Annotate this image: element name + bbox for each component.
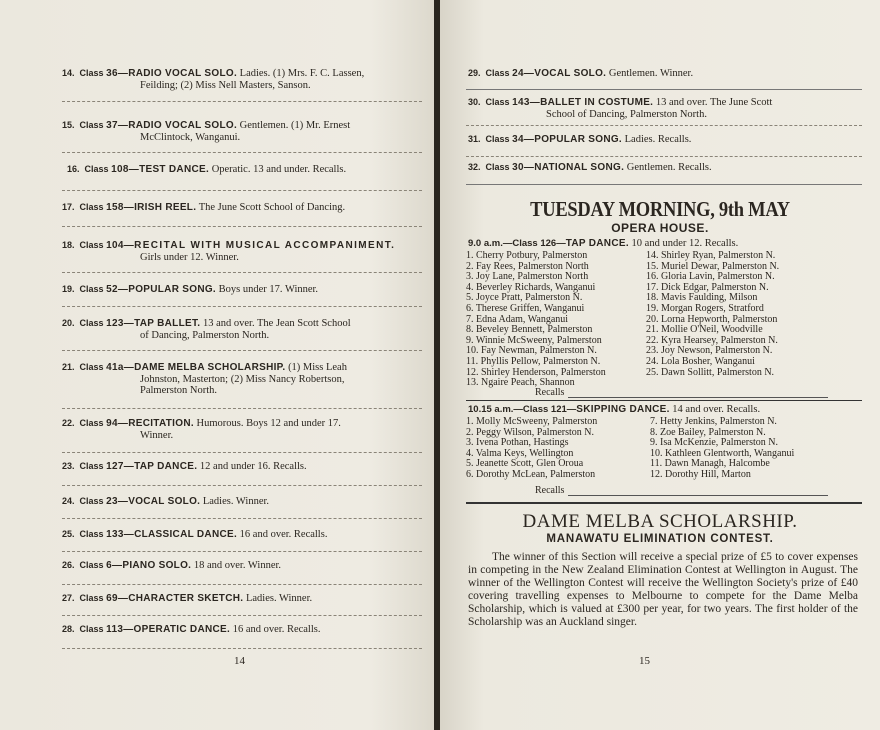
item-desc: 13 and over. The Jean Scott School bbox=[202, 318, 351, 329]
class-code: 104 bbox=[106, 240, 124, 251]
class-label: Class 126 bbox=[512, 238, 557, 249]
entry: 24. Lola Bosher, Wanganui bbox=[646, 355, 755, 367]
item-number: 15. bbox=[62, 120, 75, 130]
item-number: 16. bbox=[67, 164, 80, 174]
tap-dance-entries bbox=[466, 251, 866, 389]
item-title: POPULAR SONG. bbox=[534, 134, 623, 145]
item-number: 28. bbox=[62, 624, 75, 634]
entry: 17. Dick Edgar, Palmerston N. bbox=[646, 281, 769, 293]
class-code: 113 bbox=[106, 624, 124, 635]
program-item: 31. Class 34—POPULAR SONG. Ladies. Recalls. bbox=[468, 134, 692, 145]
item-desc-cont: Palmerston North. bbox=[140, 385, 217, 396]
class-code: 30 bbox=[512, 162, 524, 173]
divider bbox=[466, 400, 862, 401]
program-item: 28. Class 113—OPERATIC DANCE. 16 and over. Recalls. bbox=[62, 624, 321, 635]
class-code: 143 bbox=[512, 97, 530, 108]
class-label: Class bbox=[79, 284, 104, 294]
program-item: 20. Class 123—TAP BALLET. 13 and over. The Jean Scott School of Dancing, Palmerston North. bbox=[62, 318, 422, 341]
entry: 20. Lorna Hepworth, Palmerston bbox=[646, 313, 778, 325]
entry: 25. Dawn Sollitt, Palmerston N. bbox=[646, 366, 775, 378]
session-time: 9.0 a.m. bbox=[468, 238, 503, 249]
item-title: VOCAL SOLO. bbox=[128, 496, 201, 507]
item-number: 22. bbox=[62, 418, 75, 428]
divider bbox=[62, 408, 422, 409]
entry: 1. Molly McSweeny, Palmerston bbox=[466, 416, 598, 427]
class-label: Class bbox=[485, 162, 510, 172]
item-title: RADIO VOCAL SOLO. bbox=[128, 120, 238, 131]
item-number: 18. bbox=[62, 240, 75, 250]
item-desc: Boys under 17. Winner. bbox=[218, 284, 319, 295]
item-desc: Ladies. Winner. bbox=[245, 593, 313, 604]
class-label: Class bbox=[79, 120, 104, 130]
entry: 9. Winnie McSweeny, Palmerston bbox=[466, 334, 602, 346]
entry: 3. Joy Lane, Palmerston North bbox=[466, 271, 589, 283]
page-number: 14 bbox=[234, 655, 245, 667]
item-desc: Ladies. (1) Mrs. F. C. Lassen, bbox=[239, 68, 365, 79]
program-item: 29. Class 24—VOCAL SOLO. Gentlemen. Winner. bbox=[468, 68, 694, 79]
entry: 12. Shirley Henderson, Palmerston bbox=[466, 366, 606, 378]
item-number: 31. bbox=[468, 134, 481, 144]
class-label: Class bbox=[79, 593, 104, 603]
class-label: Class bbox=[485, 68, 510, 78]
item-number: 26. bbox=[62, 560, 75, 570]
item-title: TAP DANCE. bbox=[134, 461, 198, 472]
venue-title: OPERA HOUSE. bbox=[611, 221, 709, 235]
class-code: 69 bbox=[106, 593, 118, 604]
program-item: 26. Class 6—PIANO SOLO. 18 and over. Winner. bbox=[62, 560, 282, 571]
item-title: RECITATION. bbox=[128, 418, 194, 429]
entry: 10. Kathleen Glentworth, Wanganui bbox=[650, 447, 795, 459]
page-number: 15 bbox=[639, 655, 650, 667]
item-number: 30. bbox=[468, 97, 481, 107]
class-code: 127 bbox=[106, 461, 124, 472]
session-title: TUESDAY MORNING, 9th MAY bbox=[530, 197, 790, 221]
divider bbox=[62, 226, 422, 227]
class-code: 41a bbox=[106, 362, 124, 373]
item-number: 20. bbox=[62, 318, 75, 328]
divider bbox=[62, 551, 422, 552]
divider bbox=[62, 152, 422, 153]
entry: 1. Cherry Potbury, Palmerston bbox=[466, 250, 588, 261]
program-item: 17. Class 158—IRISH REEL. The June Scott School of Dancing. bbox=[62, 202, 346, 213]
class-code: 94 bbox=[106, 418, 118, 429]
program-item: 16. Class 108—TEST DANCE. Operatic. 13 and under. Recalls. bbox=[67, 164, 347, 175]
class-code: 23 bbox=[106, 496, 118, 507]
session-time: 10.15 a.m. bbox=[468, 404, 514, 415]
item-desc: 16 and over. Recalls. bbox=[239, 529, 328, 540]
item-desc: 12 and under 16. Recalls. bbox=[199, 461, 307, 472]
item-desc: (1) Miss Leah bbox=[288, 362, 347, 373]
entry: 19. Morgan Rogers, Stratford bbox=[646, 302, 764, 314]
class-code: 36 bbox=[106, 68, 118, 79]
class-label: Class bbox=[485, 134, 510, 144]
program-item: 19. Class 52—POPULAR SONG. Boys under 17. Winner. bbox=[62, 284, 319, 295]
entry: 7. Edna Adam, Wanganui bbox=[466, 313, 569, 325]
item-desc: Humorous. Boys 12 and under 17. bbox=[196, 418, 341, 429]
class-label: Class bbox=[79, 68, 104, 78]
class-code: 158 bbox=[106, 202, 124, 213]
divider bbox=[62, 584, 422, 585]
item-desc: Gentlemen. Recalls. bbox=[626, 162, 712, 173]
class-label: Class bbox=[79, 318, 104, 328]
item-number: 29. bbox=[468, 68, 481, 78]
entry: 14. Shirley Ryan, Palmerston N. bbox=[646, 250, 776, 261]
divider bbox=[62, 518, 422, 519]
program-item: 22. Class 94—RECITATION. Humorous. Boys 12 and under 17. Winner. bbox=[62, 418, 422, 441]
item-title: NATIONAL SONG. bbox=[534, 162, 625, 173]
divider bbox=[466, 502, 862, 504]
class-label: Class bbox=[79, 418, 104, 428]
class-code: 34 bbox=[512, 134, 524, 145]
item-desc: Ladies. Recalls. bbox=[624, 134, 692, 145]
entry: 21. Mollie O'Neil, Woodville bbox=[646, 324, 763, 336]
class-label: Class bbox=[79, 202, 104, 212]
program-item: 27. Class 69—CHARACTER SKETCH. Ladies. Winner. bbox=[62, 593, 313, 604]
item-desc: The June Scott School of Dancing. bbox=[198, 202, 346, 213]
class-label: Class 121 bbox=[522, 404, 567, 415]
class-label: Class bbox=[79, 461, 104, 471]
class-label: Class bbox=[79, 560, 104, 570]
class-label: Class bbox=[79, 362, 104, 372]
divider bbox=[62, 615, 422, 616]
divider bbox=[466, 89, 862, 90]
item-title: TAP BALLET. bbox=[134, 318, 201, 329]
item-desc: Gentlemen. Winner. bbox=[608, 68, 694, 79]
entry: 16. Gloria Lavin, Palmerston N. bbox=[646, 271, 775, 283]
divider bbox=[62, 190, 422, 191]
item-desc: Operatic. 13 and under. Recalls. bbox=[211, 164, 347, 175]
entry: 2. Peggy Wilson, Palmerston N. bbox=[466, 426, 595, 438]
class-label: Class bbox=[79, 624, 104, 634]
divider bbox=[62, 350, 422, 351]
item-number: 23. bbox=[62, 461, 75, 471]
item-number: 27. bbox=[62, 593, 75, 603]
item-desc-cont: Feilding; (2) Miss Nell Masters, Sanson. bbox=[140, 79, 311, 91]
program-item: 18. Class 104—RECITAL WITH MUSICAL ACCOMPANIMENT. Girls under 12. Winner. bbox=[62, 240, 422, 263]
item-title: DAME MELBA SCHOLARSHIP. bbox=[134, 362, 286, 373]
class-code: 123 bbox=[106, 318, 124, 329]
entry: 11. Phyllis Pellow, Palmerston N. bbox=[466, 355, 601, 367]
entry: 11. Dawn Managh, Halcombe bbox=[650, 458, 770, 470]
entry: 22. Kyra Hearsey, Palmerston N. bbox=[646, 334, 778, 346]
entry: 7. Hetty Jenkins, Palmerston N. bbox=[650, 416, 777, 427]
entry: 4. Beverley Richards, Wanganui bbox=[466, 281, 596, 293]
program-item: 14. Class 36—RADIO VOCAL SOLO. Ladies. (1) Mrs. F. C. Lassen, Feilding; (2) Miss Nell Masters, Sanson. bbox=[62, 68, 422, 91]
class-code: 108 bbox=[111, 164, 129, 175]
item-title: RECITAL WITH MUSICAL ACCOMPANIMENT. bbox=[134, 240, 396, 251]
item-desc: 13 and over. The June Scott bbox=[655, 97, 773, 108]
entry: 5. Jeanette Scott, Glen Oroua bbox=[466, 458, 584, 470]
item-desc: 18 and over. Winner. bbox=[193, 560, 282, 571]
item-number: 21. bbox=[62, 362, 75, 372]
class-code: 133 bbox=[106, 529, 124, 540]
recalls-label: Recalls bbox=[535, 485, 565, 496]
program-item: 24. Class 23—VOCAL SOLO. Ladies. Winner. bbox=[62, 496, 270, 507]
item-title: POPULAR SONG. bbox=[128, 284, 217, 295]
item-desc-cont: of Dancing, Palmerston North. bbox=[140, 329, 270, 341]
entry: 8. Beveley Bennett, Palmerston bbox=[466, 324, 593, 336]
entry: 8. Zoe Bailey, Palmerston N. bbox=[650, 426, 766, 438]
item-title: CLASSICAL DANCE. bbox=[134, 529, 238, 540]
item-title: TAP DANCE. bbox=[565, 238, 629, 249]
entry: 3. Ivena Pothan, Hastings bbox=[466, 437, 569, 449]
melba-text: The winner of this Section will receive a special prize of £5 to cover expenses in competing in the New Zealand Elimination Contest at Wellington in August. The winner of the Wellington Contest will receive the Wellington Society's prize of £40 covering travelling expenses to Melbourne to compete for the Dame Melba Scholarship, which is valued at £300 per year, for two years. The first holder of the Scholarship was an Auckland singer. bbox=[468, 551, 858, 628]
recalls-line bbox=[568, 495, 828, 496]
item-desc: 16 and over. Recalls. bbox=[232, 624, 321, 635]
class-label: Class bbox=[485, 97, 510, 107]
item-title: IRISH REEL. bbox=[134, 202, 197, 213]
entry: 9. Isa McKenzie, Palmerston N. bbox=[650, 437, 779, 449]
melba-title: DAME MELBA SCHOLARSHIP. bbox=[522, 511, 798, 532]
class-label: Class bbox=[79, 529, 104, 539]
class-label: Class bbox=[84, 164, 109, 174]
entry: 2. Fay Rees, Palmerston North bbox=[466, 260, 589, 272]
item-number: 19. bbox=[62, 284, 75, 294]
divider bbox=[62, 306, 422, 307]
item-desc-cont: School of Dancing, Palmerston North. bbox=[546, 108, 707, 120]
entry: 18. Mavis Faulding, Milson bbox=[646, 292, 758, 304]
item-title: TEST DANCE. bbox=[139, 164, 210, 175]
divider bbox=[466, 125, 862, 126]
program-item: 30. Class 143—BALLET IN COSTUME. 13 and over. The June Scott School of Dancing, Palmerston North. bbox=[468, 97, 860, 120]
divider bbox=[62, 485, 422, 486]
program-item: 15. Class 37—RADIO VOCAL SOLO. Gentlemen. (1) Mr. Ernest McClintock, Wanganui. bbox=[62, 120, 422, 143]
class-code: 24 bbox=[512, 68, 524, 79]
divider bbox=[466, 184, 862, 185]
item-number: 32. bbox=[468, 162, 481, 172]
class-code: 6 bbox=[106, 560, 113, 571]
recalls-line bbox=[568, 397, 828, 398]
item-desc-cont: Johnston, Masterton; (2) Miss Nancy Robertson, bbox=[140, 373, 345, 385]
recalls-label: Recalls bbox=[535, 387, 565, 398]
divider bbox=[466, 156, 862, 157]
melba-subtitle: MANAWATU ELIMINATION CONTEST. bbox=[546, 533, 774, 545]
entry: 4. Valma Keys, Wellington bbox=[466, 447, 574, 459]
right-page bbox=[440, 0, 880, 730]
entry: 5. Joyce Pratt, Palmerston N. bbox=[466, 292, 583, 304]
item-title: RADIO VOCAL SOLO. bbox=[128, 68, 238, 79]
divider bbox=[62, 648, 422, 649]
entry: 6. Therese Griffen, Wanganui bbox=[466, 302, 585, 314]
item-title: VOCAL SOLO. bbox=[534, 68, 607, 79]
item-desc-cont: McClintock, Wanganui. bbox=[140, 131, 241, 143]
item-title: BALLET IN COSTUME. bbox=[540, 97, 654, 108]
class-code: 37 bbox=[106, 120, 118, 131]
item-title: SKIPPING DANCE. bbox=[576, 404, 670, 415]
item-title: OPERATIC DANCE. bbox=[133, 624, 231, 635]
program-item: 23. Class 127—TAP DANCE. 12 and under 16. Recalls. bbox=[62, 461, 307, 472]
divider bbox=[62, 272, 422, 273]
item-desc: 10 and under 12. Recalls. bbox=[631, 238, 739, 249]
tap-dance-header: 9.0 a.m.—Class 126—TAP DANCE. 10 and under 12. Recalls. bbox=[468, 238, 739, 249]
program-item: 21. Class 41a—DAME MELBA SCHOLARSHIP. (1) Miss Leah Johnston, Masterton; (2) Miss Nancy Robertson, Palmerston North. bbox=[62, 362, 422, 397]
item-desc-cont: Winner. bbox=[140, 429, 174, 441]
entry: 12. Dorothy Hill, Marton bbox=[650, 468, 751, 480]
class-label: Class bbox=[79, 496, 104, 506]
divider bbox=[62, 452, 422, 453]
divider bbox=[62, 101, 422, 102]
item-desc: Ladies. Winner. bbox=[202, 496, 270, 507]
skipping-dance-entries bbox=[466, 417, 866, 481]
item-number: 14. bbox=[62, 68, 75, 78]
left-page bbox=[0, 0, 436, 730]
class-label: Class bbox=[79, 240, 104, 250]
entry: 6. Dorothy McLean, Palmerston bbox=[466, 468, 596, 480]
item-desc-cont: Girls under 12. Winner. bbox=[140, 251, 239, 263]
program-item: 25. Class 133—CLASSICAL DANCE. 16 and over. Recalls. bbox=[62, 529, 328, 540]
program-item: 32. Class 30—NATIONAL SONG. Gentlemen. Recalls. bbox=[468, 162, 712, 173]
item-desc: 14 and over. Recalls. bbox=[672, 404, 761, 415]
item-number: 25. bbox=[62, 529, 75, 539]
skipping-dance-header: 10.15 a.m.—Class 121—SKIPPING DANCE. 14 and over. Recalls. bbox=[468, 404, 761, 415]
item-number: 17. bbox=[62, 202, 75, 212]
entry: 23. Joy Newson, Palmerston N. bbox=[646, 345, 773, 357]
entry: 15. Muriel Dewar, Palmerston N. bbox=[646, 260, 780, 272]
entry: 13. Ngaire Peach, Shannon bbox=[466, 377, 575, 389]
melba-paragraph bbox=[468, 551, 858, 629]
item-desc: Gentlemen. (1) Mr. Ernest bbox=[239, 120, 351, 131]
item-number: 24. bbox=[62, 496, 75, 506]
item-title: CHARACTER SKETCH. bbox=[128, 593, 244, 604]
class-code: 52 bbox=[106, 284, 118, 295]
item-title: PIANO SOLO. bbox=[122, 560, 192, 571]
entry: 10. Fay Newman, Palmerston N. bbox=[466, 345, 597, 357]
